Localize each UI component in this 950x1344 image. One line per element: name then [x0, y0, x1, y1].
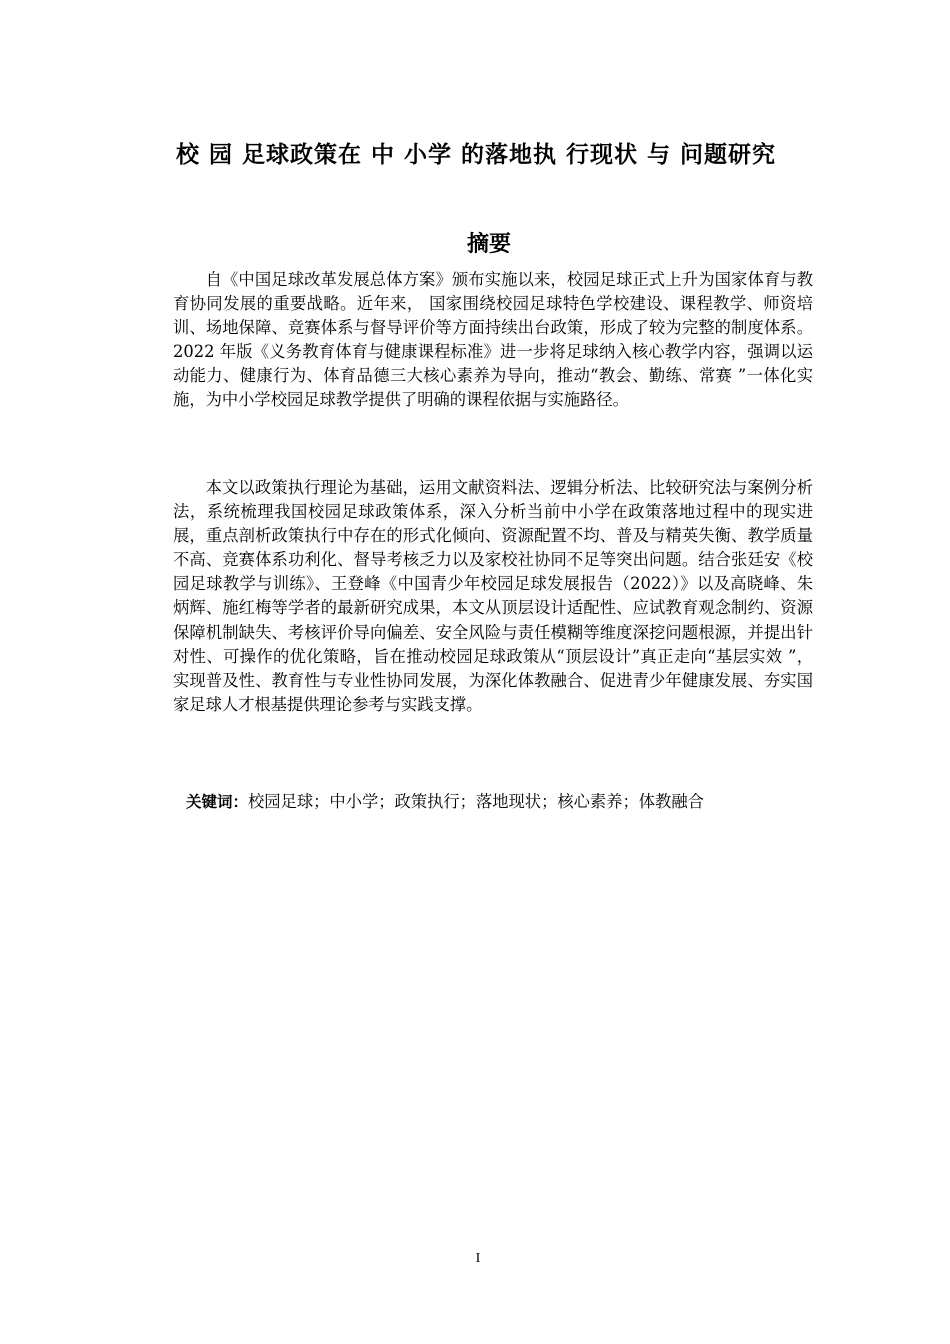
abstract-paragraph-1: 自《中国足球改革发展总体方案》颁布实施以来，校园足球正式上升为国家体育与教育协同发展的重要战略。近年来， 国家围绕校园足球特色学校建设、课程教学、师资培训、场地保障、竞赛体系与督导评价等方面持续出台政策，形成了较为完整的制度体系。2022 年版《义务教育体育与健康课程标准》进一步将足球纳入核心教学内容，强调以运动能力、健康行为、体育品德三大核心素养为导向，推动“教会、勤练、常赛 ”一体化实施，为中小学校园足球教学提供了明确的课程依据与实施路径。: [173, 270, 813, 410]
abstract-paragraph-2: 本文以政策执行理论为基础，运用文献资料法、逻辑分析法、比较研究法与案例分析法，系统梳理我国校园足球政策体系，深入分析当前中小学在政策落地过程中的现实进展，重点剖析政策执行中存在的形式化倾向、资源配置不均、普及与精英失衡、教学质量不高、竞赛体系功利化、督导考核乏力以及家校社协同不足等突出问题。结合张廷安《校园足球教学与训练》、王登峰《中国青少年校园足球发展报告（2022）》以及高晓峰、朱炳辉、施红梅等学者的最新研究成果，本文从顶层设计适配性、应试教育观念制约、资源保障机制缺失、考核评价导向偏差、安全风险与责任模糊等维度深挖问题根源，并提出针对性、可操作的优化策略，旨在推动校园足球政策从“顶层设计”真正走向“基层实效 ”，实现普及性、教育性与专业性协同发展，为深化体教融合、促进青少年健康发展、夯实国家足球人才根基提供理论参考与实践支撑。: [173, 478, 813, 714]
page-number: I: [475, 1251, 481, 1266]
keywords-label: 关键词：: [186, 793, 249, 811]
keywords-text: 校园足球；中小学；政策执行；落地现状；核心素养；体教融合: [248, 792, 704, 811]
abstract-heading: 摘要: [466, 232, 511, 257]
keywords-line: [186, 790, 826, 814]
document-title: 校 园 足球政策在 中 小学 的落地执 行现状 与 问题研究: [176, 142, 777, 168]
